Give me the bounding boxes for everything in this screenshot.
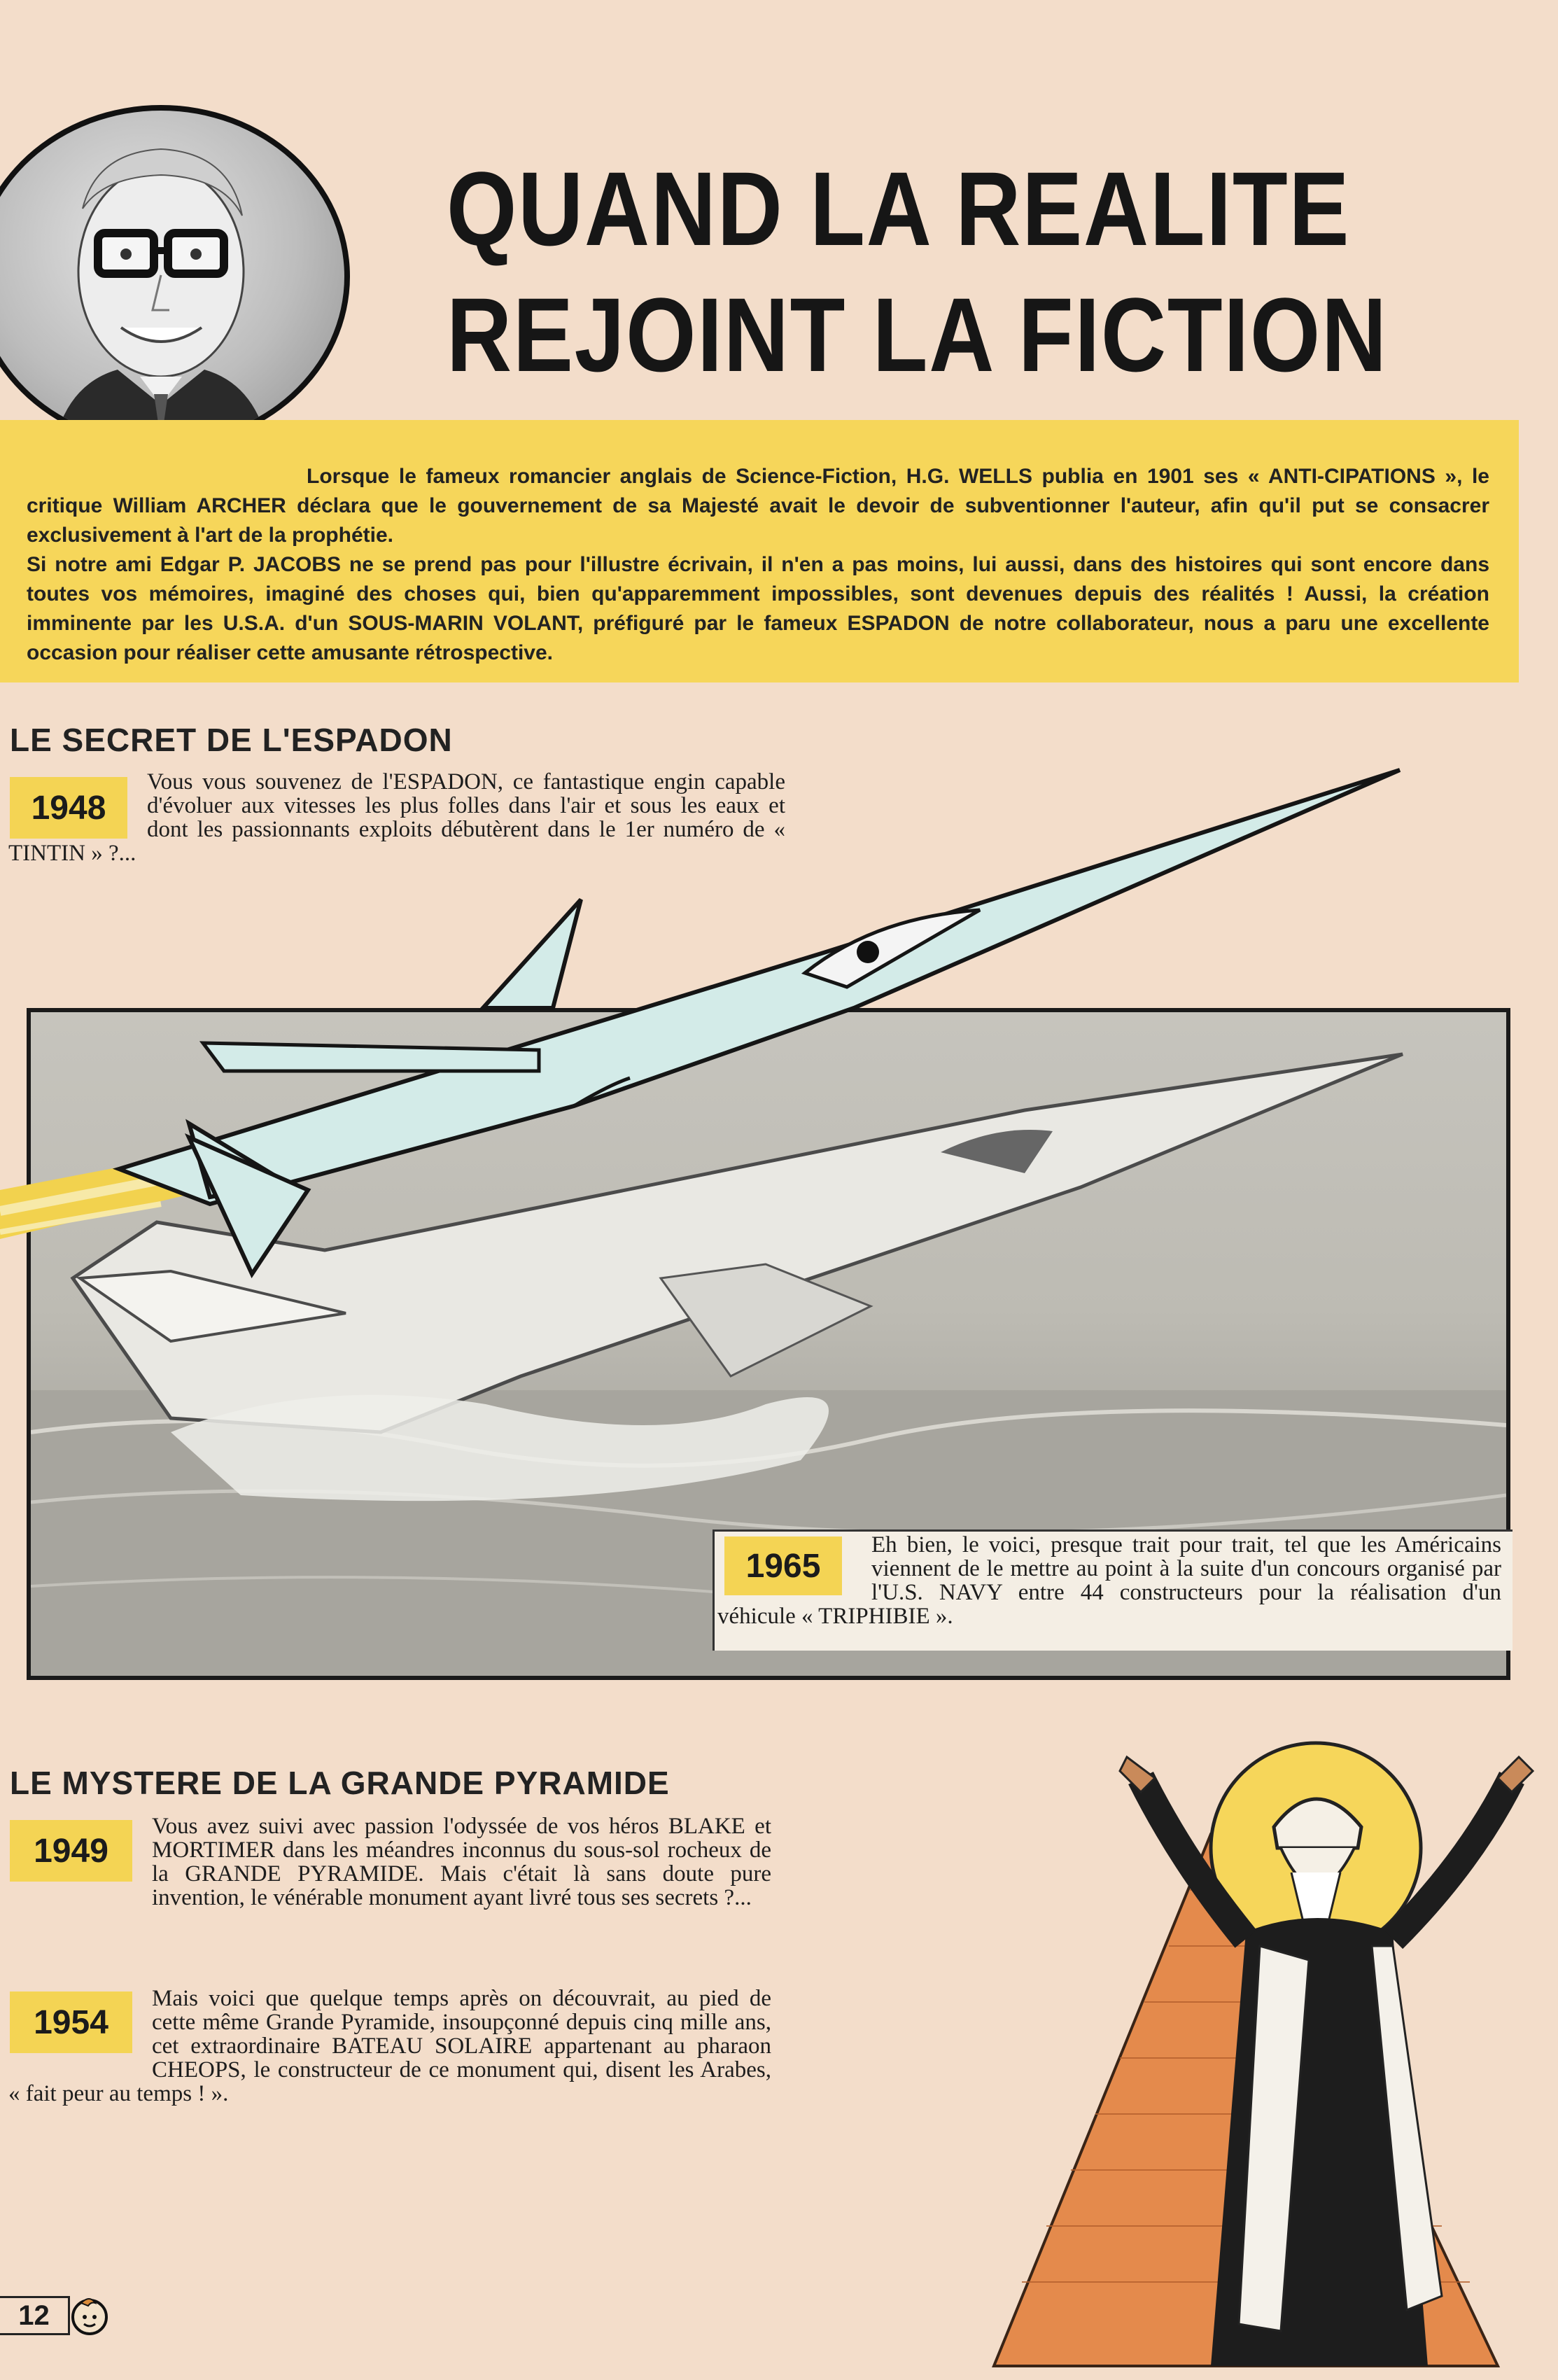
section-heading-espadon: LE SECRET DE L'ESPADON xyxy=(10,722,453,758)
year-badge-1954: 1954 xyxy=(10,1991,132,2053)
pyramid-prophet-drawing xyxy=(980,1694,1554,2380)
intro-paragraph-1: Lorsque le fameux romancier anglais de Science-Fiction, H.G. WELLS publia en 1901 ses « ANTI-CIPATIONS », le critique William ARCHER déclara que le gouvernement de sa Majesté avait le devoir de subventionner l'auteur, afin qu'il put se consacrer exclusivement à l'art de la prophétie. xyxy=(27,465,1489,547)
year-badge-1949: 1949 xyxy=(10,1820,132,1882)
page-title-line-2: REJOINT LA FICTION xyxy=(447,276,1388,393)
tintin-head-icon xyxy=(67,2293,112,2338)
text-1948-body: Vous vous souvenez de l'ESPADON, ce fantastique engin capable d'évoluer aux vitesses les plus folles dans l'air et sous les eaux et dont les passionnants exploits débutèrent dans le 1er numéro de « TINTIN » ?... xyxy=(8,769,785,866)
year-badge-1948: 1948 xyxy=(10,777,127,839)
text-1954-body: Mais voici que quelque temps après on découvrait, au pied de cette même Grande Pyramide, insoupçonné depuis cinq mille ans, cet extraordinaire BATEAU SOLAIRE appartenant au pharaon CHEOPS, le constructeur de ce monument qui, disent les Arabes, « fait peur au temps ! ». xyxy=(8,1986,771,2106)
text-1965-body: Eh bien, le voici, presque trait pour trait, tel que les Américains viennent de le mettre au point à la suite d'un concours organisé par l'U.S. NAVY entre 44 constructeurs pour la réalisation d'un véhicule « TRIPHIBIE ». xyxy=(717,1532,1501,1629)
year-badge-1965: 1965 xyxy=(724,1536,842,1595)
intro-paragraph-2: Si notre ami Edgar P. JACOBS ne se prend pas pour l'illustre écrivain, il n'en a pas moins, lui aussi, dans des histoires qui sont encore dans toutes vos mémoires, imaginé des choses qui, bien qu'apparemment impossibles, sont devenues depuis des réalités ! Aussi, la création imminente par les U.S.A. d'un SOUS-MARIN VOLANT, préfiguré par le fameux ESPADON de notre collaborateur, nous a paru une excellente occasion pour réaliser cette amusante rétrospective. xyxy=(27,553,1489,664)
text-1949-body: Vous avez suivi avec passion l'odyssée de vos héros BLAKE et MORTIMER dans les méandres inconnus du sous-sol rocheux de la GRANDE PYRAMIDE. Mais c'était là sans doute pure invention, le vénérable monument ayant livré tous ses secrets ?... xyxy=(152,1814,771,1910)
page-title-line-1: QUAND LA REALITE xyxy=(447,150,1351,267)
author-portrait xyxy=(0,105,350,448)
page-number: 12 xyxy=(0,2296,70,2335)
section-heading-pyramide: LE MYSTERE DE LA GRANDE PYRAMIDE xyxy=(10,1765,670,1801)
